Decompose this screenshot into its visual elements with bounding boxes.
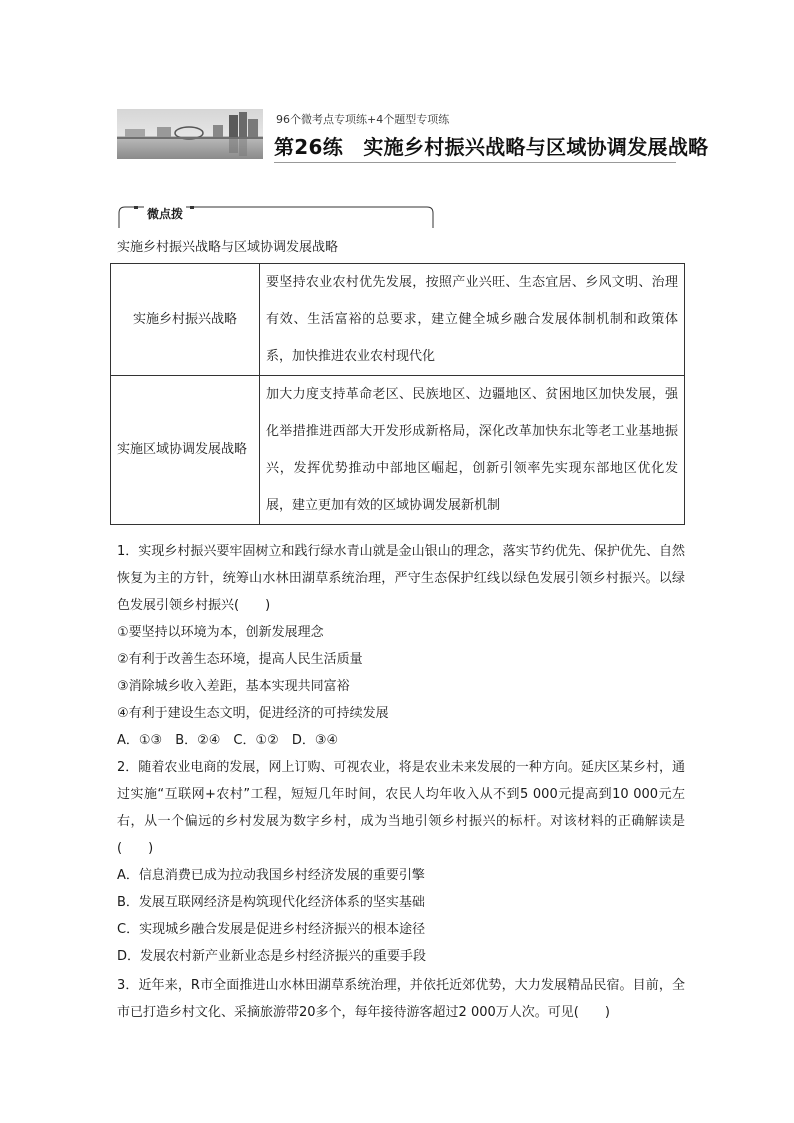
row-body: 要坚持农业农村优先发展，按照产业兴旺、生态宜居、乡风文明、治理有效、生活富裕的总要求，建立健全城乡融合发展体制机制和政策体系，加快推进农业农村现代化 [260,264,685,376]
option-line: C．实现城乡融合发展是促进乡村经济振兴的根本途径 [117,922,426,937]
option-line: ①要坚持以环境为本，创新发展理念 [117,625,324,640]
row-head: 实施区域协调发展战略 [111,376,260,525]
tip-label: 微点拨 [144,205,186,222]
answer-choices: A．①③ B．②④ C．①② D．③④ [117,733,339,748]
row-body: 加大力度支持革命老区、民族地区、边疆地区、贫困地区加快发展，强化举措推进西部大开发形成新格局，深化改革加快东北等老工业基地振兴，发挥优势推动中部地区崛起，创新引领率先实现东部地区优化发展，建立更加有效的区域协调发展新机制 [260,376,685,525]
option-line: ④有利于建设生态文明，促进经济的可持续发展 [117,706,389,721]
header-cityscape-photo [117,109,263,159]
header-divider [274,162,676,163]
series-subtitle: 96个微考点专项练+4个题型专项练 [276,113,450,126]
summary-table [110,263,685,525]
option-line: D．发展农村新产业新业态是乡村经济振兴的重要手段 [117,949,427,964]
option-line: A．信息消费已成为拉动我国乡村经济发展的重要引擎 [117,868,425,883]
question-3 [117,972,685,1026]
table-row [111,264,685,376]
question-2 [117,754,685,970]
question-stem: 1．实现乡村振兴要牢固树立和践行绿水青山就是金山银山的理念，落实节约优先、保护优先、自然恢复为主的方针，统筹山水林田湖草系统治理，严守生态保护红线以绿色发展引领乡村振兴。以绿色发展引领乡村振兴( ) [117,544,685,613]
option-line: B．发展互联网经济是构筑现代化经济体系的坚实基础 [117,895,425,910]
row-head: 实施乡村振兴战略 [111,264,260,376]
option-line: ②有利于改善生态环境，提高人民生活质量 [117,652,363,667]
question-1 [117,538,685,754]
section-title: 实施乡村振兴战略与区域协调发展战略 [117,240,339,255]
question-stem: 2．随着农业电商的发展，网上订购、可视农业，将是农业未来发展的一种方向。延庆区某乡村，通过实施“互联网+农村”工程，短短几年时间，农民人均年收入从不到5 000元提高到10 000元左右，从一个偏远的乡村发展为数字乡村，成为当地引领乡村振兴的标杆。对该材料的正确解读是( ) [117,760,685,856]
page-title: 第26练 实施乡村振兴战略与区域协调发展战略 [274,135,709,159]
table-row [111,376,685,525]
question-stem: 3．近年来，R市全面推进山水林田湖草系统治理，并依托近郊优势，大力发展精品民宿。目前，全市已打造乡村文化、采摘旅游带20多个，每年接待游客超过2 000万人次。可见( ) [117,978,685,1020]
option-line: ③消除城乡收入差距，基本实现共同富裕 [117,679,350,694]
